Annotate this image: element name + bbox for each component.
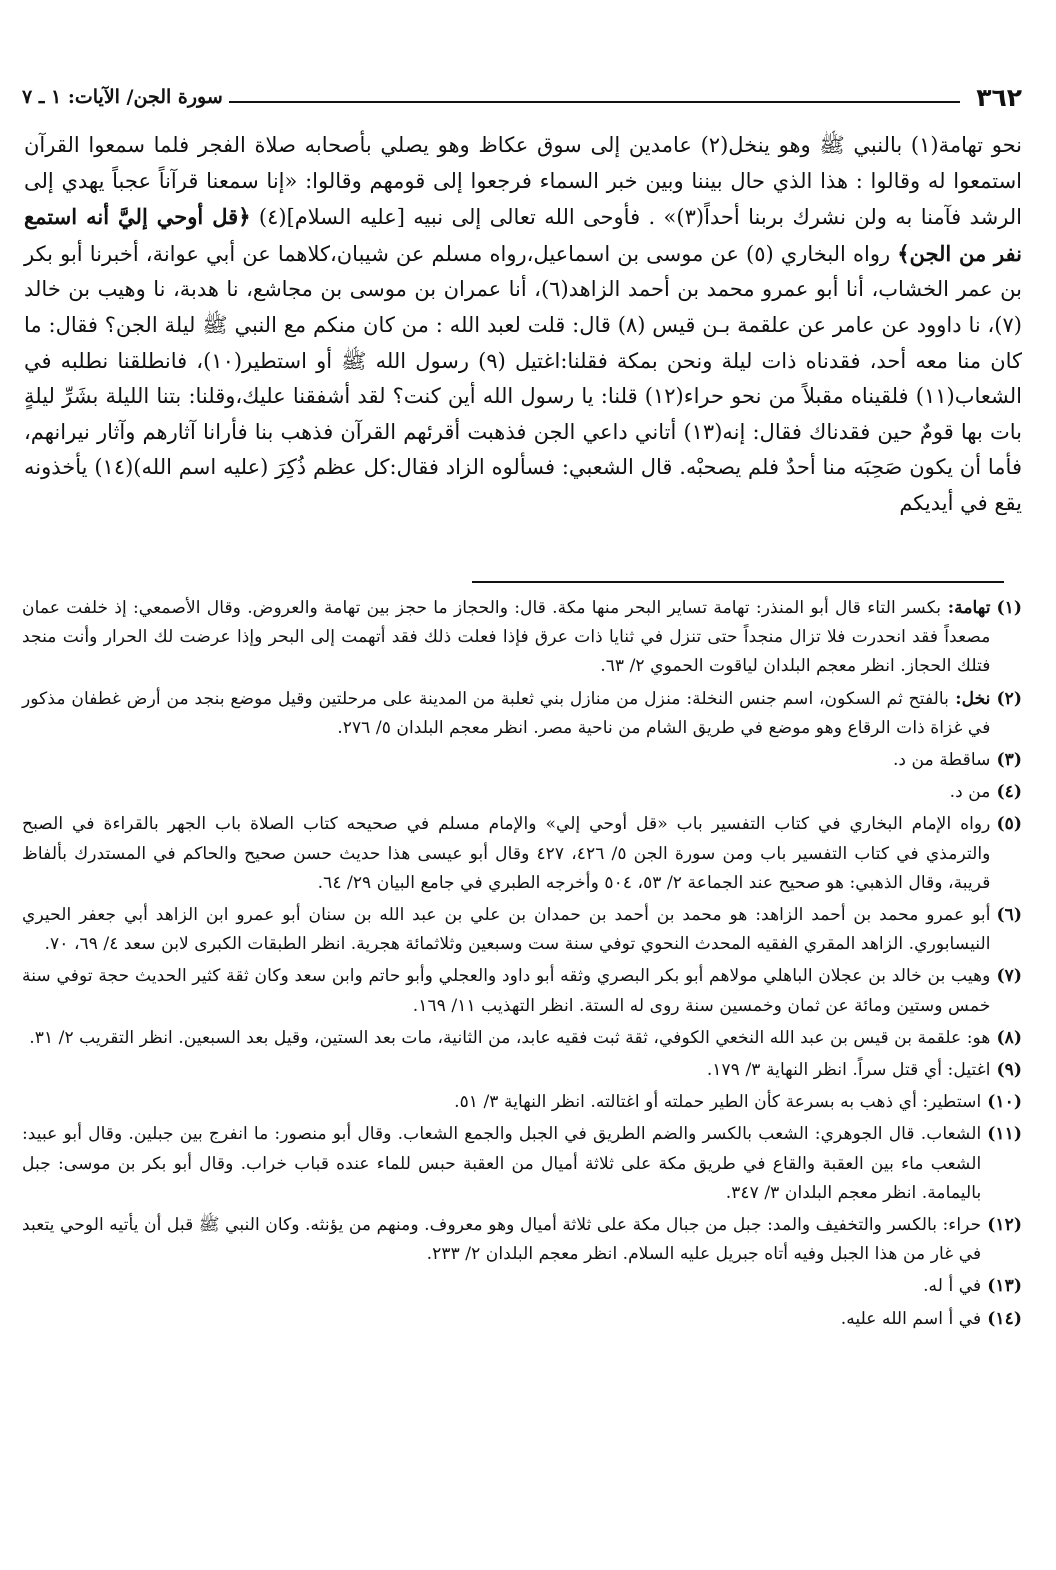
- footnote-text: [22, 685, 990, 743]
- text-segment-1: نحو تهامة(١) بالنبي ﷺ وهو ينخل(٢) عامدين إلى سوق عكاظ وهو يصلي بأصحابه صلاة الفجر فلما سمعوا القرآن استمعوا له وقالوا : هذا الذي حال بيننا وبين خبر السماء فرجعوا إلى قومهم وقالوا: «إنا سمعنا قرآناً عجباً يهدي إلى الرشد فآمنا به ولن نشرك بربنا أحداً(٣)» . فأوحى الله تعالى إلى نبيه [عليه السلام](٤): [24, 133, 1022, 230]
- footnote-text: [22, 1272, 981, 1301]
- footnote-text: [22, 962, 990, 1020]
- footnote: [22, 746, 1022, 775]
- footnote-label: تهامة:: [941, 598, 991, 618]
- footnote-body: ساقطة من د.: [892, 750, 991, 771]
- footnote: [22, 810, 1022, 898]
- footnote: [22, 1056, 1022, 1085]
- footnote-body: وهيب بن خالد بن عجلان الباهلي مولاهم أبو بكر البصري وثقه أبو داود والعجلي وأبو حاتم وابن سعد وكان ثقة كثير الحديث حجة توفي سنة خمس وستين ومائة عن ثمان وخمسين سنة روى له الستة. انظر التهذيب ١١/ ١٦٩.: [22, 966, 991, 1016]
- footnote-body: في أ اسم الله عليه.: [840, 1308, 982, 1329]
- footnote-text: [22, 1088, 981, 1117]
- footnote-number: (٦): [996, 905, 1022, 926]
- footnote: [22, 962, 1022, 1020]
- footnote: [22, 1088, 1022, 1117]
- footnote-number: (٥): [996, 814, 1022, 835]
- footnote: [22, 1305, 1022, 1334]
- footnote-number: (٣): [996, 750, 1022, 771]
- main-paragraph: [24, 128, 1022, 522]
- footnotes: [22, 594, 1022, 1337]
- footnote-body: في أ له.: [923, 1276, 982, 1297]
- page-number: ٣٦٢: [976, 82, 1022, 112]
- footnote-body: من د.: [949, 782, 991, 803]
- page-header: [22, 80, 1022, 114]
- footnote-text: [22, 746, 990, 775]
- footnote-number: (١٠): [987, 1092, 1022, 1113]
- footnote-number: (٨): [996, 1027, 1022, 1048]
- footnote: [22, 1024, 1022, 1053]
- footnote: [22, 594, 1022, 682]
- footnote-body: استطير: أي ذهب به بسرعة كأن الطير حملته أو اغتالته. انظر النهاية ٣/ ٥١.: [454, 1092, 982, 1113]
- footnote-number: (٢): [996, 688, 1022, 709]
- footnote: [22, 1120, 1022, 1208]
- footnote-body: أبو عمرو محمد بن أحمد الزاهد: هو محمد بن أحمد بن حمدان بن علي بن عبد الله بن سنان أبو عمرو ابن الزاهد أبي جعفر الحيري النيسابوري. الزاهد المقري الفقيه المحدث النحوي توفي سنة ست وسبعين وثلاثمائة هجرية. انظر الطبقات الكبرى لابن سعد ٤/ ٦٩، ٧٠.: [22, 905, 991, 955]
- footnote-text: [22, 1120, 981, 1208]
- footnote-label: نخل:: [948, 688, 991, 709]
- footnote-body: بالفتح ثم السكون، اسم جنس النخلة: منزل من منازل بني ثعلبة من المدينة على مرحلتين وقيل موضع بنجد من أرض غطفان مذكور في غزاة ذات الرقاع وهو موضع في طريق الشام من ناحية مصر. انظر معجم البلدان ٥/ ٢٧٦.: [22, 688, 991, 738]
- footnote-text: [22, 901, 990, 959]
- running-title: سورة الجن/ الآيات: ١ ـ ٧: [22, 86, 223, 108]
- footnote-body: رواه الإمام البخاري في كتاب التفسير باب «قل أوحي إلي» والإمام مسلم في صحيحه كتاب الصلاة باب الجهر بالقراءة في الصبح والترمذي في كتاب التفسير باب ومن سورة الجن ٥/ ٤٢٦، ٤٢٧ وقال أبو عيسى هذا حديث حسن صحيح والحاكم في المستدرك بألفاظ قريبة، وقال الذهبي: هو صحيح عند الجماعة ٢/ ٥٣، ٥٠٤ وأخرجه الطبري في جامع البيان ٢٩/ ٦٤.: [22, 814, 991, 893]
- header-rule: [229, 101, 960, 103]
- footnote-body: حراء: بالكسر والتخفيف والمد: جبل من جبال مكة على ثلاثة أميال وهو معروف. ومنهم من يؤنثه. وكان النبي ﷺ قبل أن يأتيه الوحي يتعبد في غار من هذا الجبل وفيه أتاه جبريل عليه السلام. انظر معجم البلدان ٢/ ٢٣٣.: [22, 1215, 982, 1265]
- footnote: [22, 685, 1022, 743]
- footnote-separator: [472, 581, 1004, 583]
- main-text: [24, 128, 1022, 522]
- footnote-number: (١٢): [987, 1215, 1022, 1236]
- text-segment-2: رواه البخاري (٥) عن موسى بن اسماعيل،رواه مسلم عن شيبان،كلاهما عن أبي عوانة، أخبرنا أبو بكر بن عمر الخشاب، أنا أبو عمرو محمد بن أحمد الزاهد(٦)، أنا عمران بن موسى بن مجاشع، نا هدبة، نا وهيب بن خالد (٧)، نا داوود عن عامر عن علقمة بـن قيس (٨) قال: قلت لعبد الله : من كان منكم مع النبي ﷺ ليلة الجن؟ فقال: ما كان منا معه أحد، فقدناه ذات ليلة ونحن بمكة فقلنا:اغتيل (٩) رسول الله ﷺ أو استطير(١٠)، فانطلقنا نطلبه في الشعاب(١١) فلقيناه مقبلاً من نحو حراء(١٢) قلنا: يا رسول الله أين كنت؟ لقد أشفقنا عليك،وقلنا: بتنا الليلة بشَرِّ ليلةٍ بات بها قومٌ حين فقدناك فقال: إنه(١٣) أتاني داعي الجن فذهبت أقرئهم القرآن فذهب بنا فأرانا آثارهم وآثار نيرانهم، فأما أن يكون صَحِبَه منا أحدٌ فلم يصحبْه. قال الشعبي: فسألوه الزاد فقال:كل عظم ذُكِرَ (عليه اسم الله)(١٤) يأخذونه يقع في أيديكم: [24, 241, 1023, 515]
- footnote: [22, 1211, 1022, 1269]
- footnote-text: [22, 1056, 990, 1085]
- footnote-number: (١٤): [987, 1308, 1022, 1329]
- footnote-number: (١): [996, 598, 1022, 618]
- footnote-number: (٤): [996, 782, 1022, 803]
- footnote-body: الشعاب. قال الجوهري: الشعب بالكسر والضم الطريق في الجبل والجمع الشعاب. وقال أبو منصور: ما انفرج بين جبلين. وقال أبو عبيد: الشعب ماء بين العقبة والقاع في طريق مكة على ثلاثة أميال من العقبة حبس للماء عنده قباب خراب. وقال أبو بكر بن موسى: جبل باليمامة. انظر معجم البلدان ٣/ ٣٤٧.: [22, 1124, 982, 1203]
- footnote: [22, 901, 1022, 959]
- footnote: [22, 778, 1022, 807]
- footnote-text: [22, 778, 990, 807]
- footnote-body: بكسر التاء قال أبو المنذر: تهامة تساير البحر منها مكة. قال: والحجاز ما حجز بين تهامة والعروض. وقال الأصمعي: إذ خلفت عمان مصعداً فقد انحدرت فلا تزال منجداً حتى تنزل في ثنايا ذات عرق فإذا فعلت ذلك فقد أتهمت إلى البحر وإذا عرضت لك الحرار وأنت منجد فتلك الحجاز. انظر معجم البلدان لياقوت الحموي ٢/ ٦٣.: [22, 598, 991, 677]
- footnote-number: (١٣): [987, 1276, 1022, 1297]
- footnote-body: اغتيل: أي قتل سراً. انظر النهاية ٣/ ١٧٩.: [706, 1060, 991, 1081]
- footnote-text: [22, 594, 990, 682]
- footnote-text: [22, 1305, 981, 1334]
- quran-quote: ﴿قل أوحي إليَّ أنه استمع نفر من الجن﴾: [24, 204, 1022, 266]
- footnote: [22, 1272, 1022, 1301]
- footnote-number: (١١): [987, 1124, 1022, 1145]
- footnote-body: هو: علقمة بن قيس بن عبد الله النخعي الكوفي، ثقة ثبت فقيه عابد، من الثانية، مات بعد الستين، وقيل بعد السبعين. انظر التقريب ٢/ ٣١.: [29, 1027, 991, 1048]
- footnote-text: [22, 810, 990, 898]
- footnote-text: [22, 1024, 990, 1053]
- footnote-number: (٩): [996, 1060, 1022, 1081]
- footnote-number: (٧): [996, 966, 1022, 987]
- footnote-text: [22, 1211, 981, 1269]
